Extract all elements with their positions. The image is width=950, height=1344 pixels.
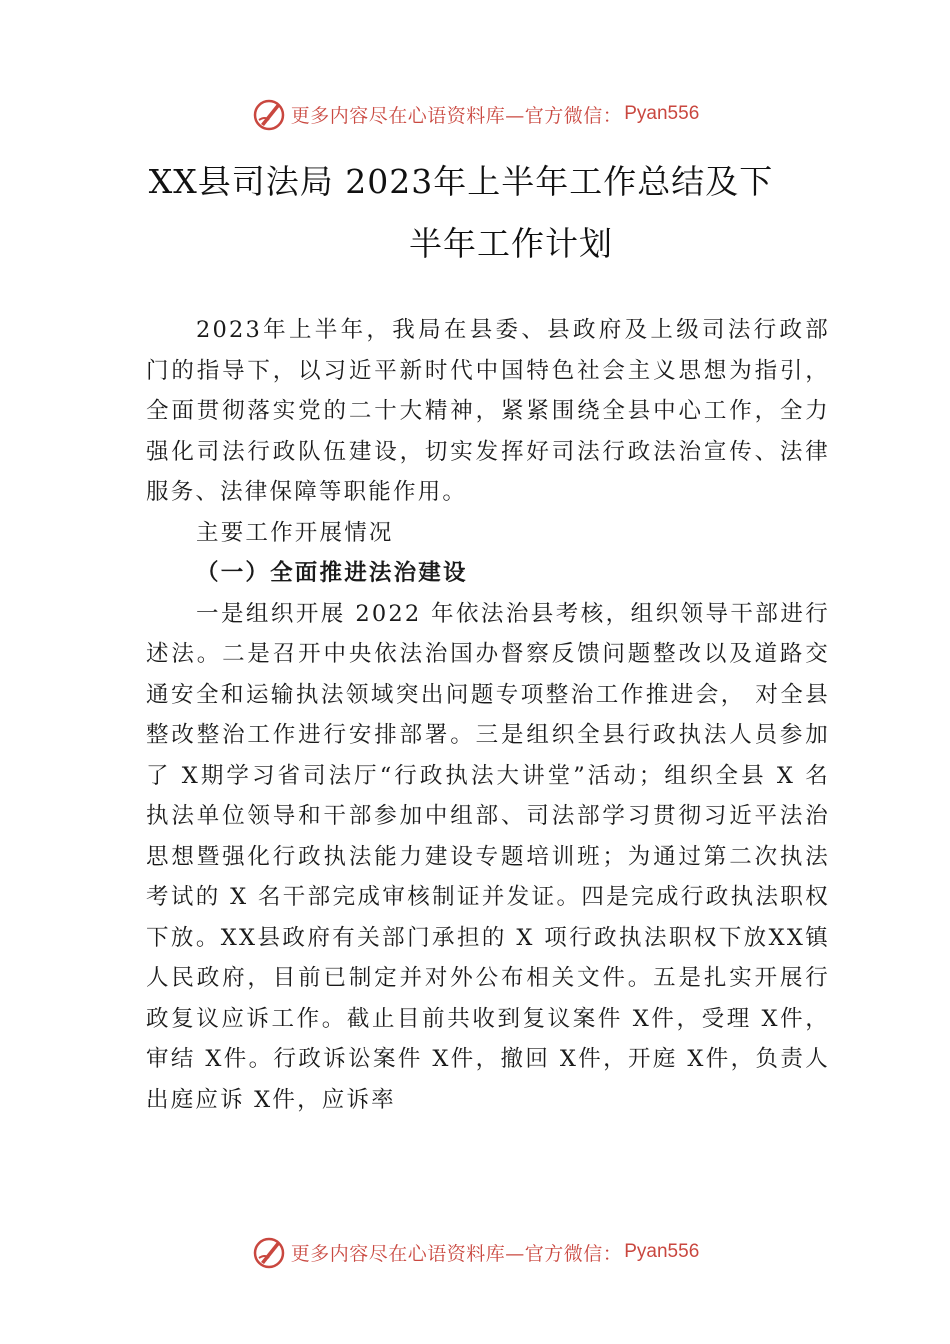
document-title-line-1: XX县司法局 2023年上半年工作总结及下 <box>148 162 774 201</box>
quill-seal-icon <box>251 96 287 132</box>
wechat-id: Pyan556 <box>624 103 700 124</box>
document-body <box>146 310 830 1120</box>
wechat-id: Pyan556 <box>624 1241 700 1262</box>
subsection-heading: （一）全面推进法治建设 <box>196 560 468 586</box>
banner-text: 更多内容尽在心语资料库—官方微信： <box>290 104 623 127</box>
document-title-line-2: 半年工作计划 <box>409 224 613 263</box>
section-heading: 主要工作开展情况 <box>196 519 394 546</box>
footer-banner <box>0 1232 950 1272</box>
quill-seal-icon <box>251 1234 287 1270</box>
subsection-paragraph: 一是组织开展 2022 年依法治县考核，组织领导干部进行述法。二是召开中央依法治国办督察反馈问题整改以及道路交通安全和运输执法领域突出问题专项整治工作推进会， 对全县整改整治工作进行安排部署。三是组织全县行政执法人员参加了 X期学习省司法厅“行政执法大讲堂”活动；组织全县 X 名执法单位领导和干部参加中组部、司法部学习贯彻习近平法治思想暨强化行政执法能力建设专题培训班；为通过第二次执法考试的 X 名干部完成审核制证并发证。四是完成行政执法职权下放。XX县政府有关部门承担的 X 项行政执法职权下放XX镇人民政府，目前已制定并对外公布相关文件。五是扎实开展行政复议应诉工作。截止目前共收到复议案件 X件，受理 X件，审结 X件。行政诉讼案件 X件，撤回 X件，开庭 X件，负责人出庭应诉 X件，应诉率 <box>146 600 830 1113</box>
intro-paragraph: 2023年上半年，我局在县委、县政府及上级司法行政部门的指导下，以习近平新时代中国特色社会主义思想为指引， 全面贯彻落实党的二十大精神，紧紧围绕全县中心工作，全力强化司法行政队伍建设，切实发挥好司法行政法治宣传、法律服务、法律保障等职能作用。 <box>146 317 830 505</box>
banner-text: 更多内容尽在心语资料库—官方微信： <box>290 1242 623 1265</box>
header-banner <box>0 94 950 134</box>
